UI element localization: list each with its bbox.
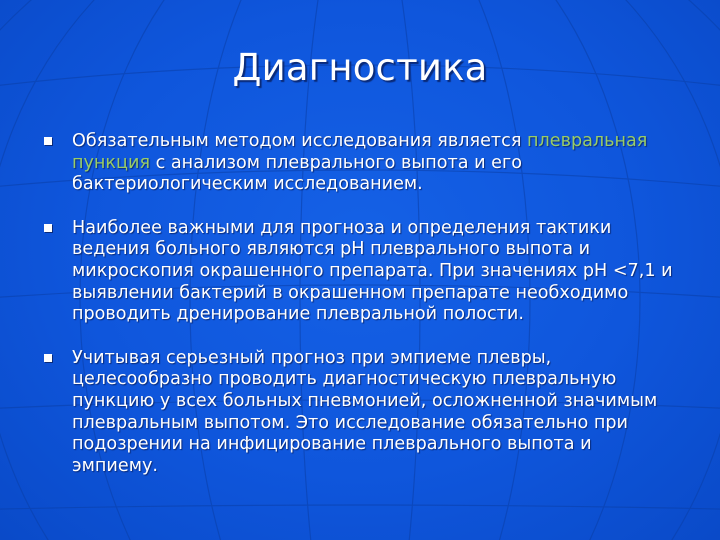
bullet-list (42, 131, 682, 499)
bullet-text: Учитывая серьезный прогноз при эмпиеме плевры, целесообразно проводить диагностическую плевральную пункцию у всех больных пневмонией, осложненной значимым плевральным выпотом. Это исследование обязательно при подозрении на инфицирование плеврального выпота и эмпиему. (72, 347, 658, 476)
square-bullet-icon (44, 137, 52, 145)
slide-title: Диагностика (232, 46, 488, 89)
bullet-text-intro: Обязательным методом исследования является (72, 131, 528, 151)
bullet-text: Наиболее важными для прогноза и определения тактики ведения больного являются pH плеврального выпота и микроскопия окрашенного препарата. При значениях pH <7,1 и выявлении бактерий в окрашенном препарате необходимо проводить дренирование плевральной полости. (72, 217, 673, 325)
bullet-item (42, 131, 682, 196)
bullet-item (42, 348, 682, 478)
bullet-text-rest: с анализом плеврального выпота и его бактериологическим исследованием. (72, 152, 523, 195)
bullet-item (42, 218, 682, 326)
square-bullet-icon (44, 224, 52, 232)
square-bullet-icon (44, 354, 52, 362)
highlighted-term: плевральная пункция (72, 131, 648, 173)
